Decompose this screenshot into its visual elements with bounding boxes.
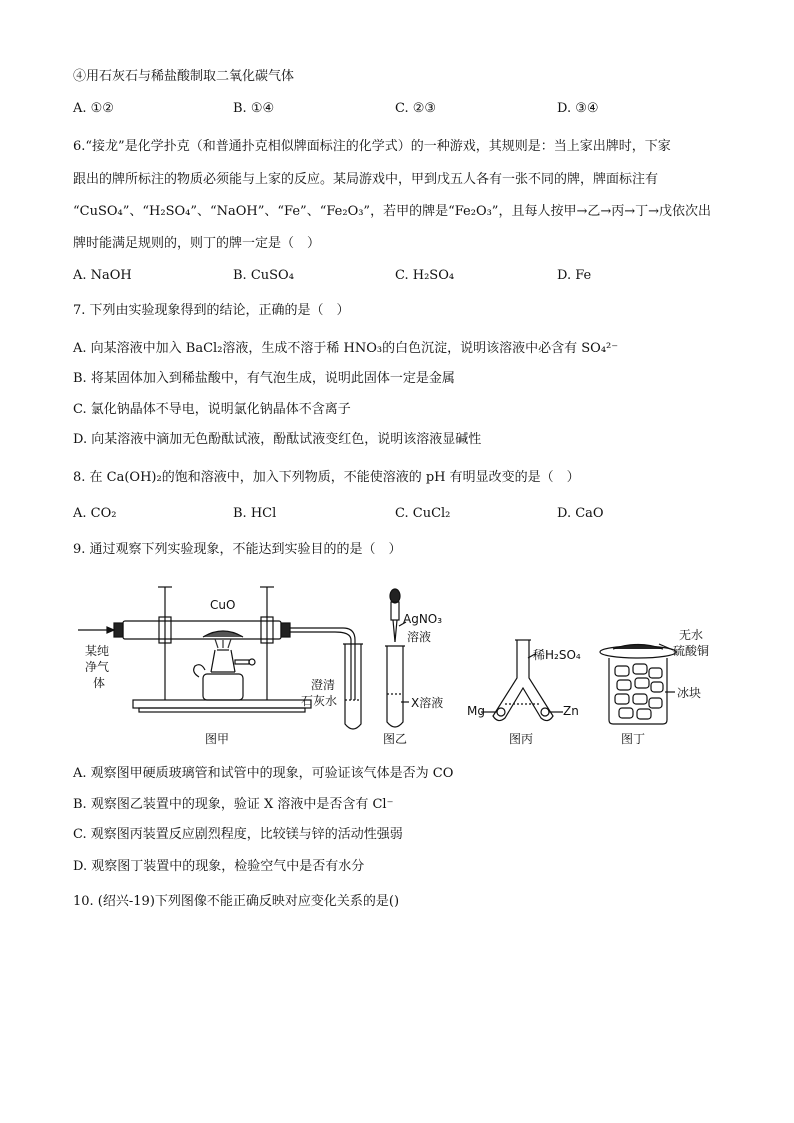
label-agno3-2: 溶液 xyxy=(407,630,432,644)
label-limewater-1: 澄清 xyxy=(311,678,336,692)
caption-fig-yi: 图乙 xyxy=(383,732,408,746)
caption-fig-bing: 图丙 xyxy=(509,732,534,746)
limewater-test-tube xyxy=(343,644,363,729)
label-gas-3: 体 xyxy=(93,676,106,690)
q7-option-d: D. 向某溶液中滴加无色酚酞试液，酚酞试液变红色，说明该溶液显碱性 xyxy=(73,432,482,447)
q5-option-d: D. ③④ xyxy=(557,101,599,116)
label-anhydrous-2: 硫酸铜 xyxy=(673,644,710,658)
label-x-solution: X溶液 xyxy=(411,696,444,710)
q9-option-d: D. 观察图丁装置中的现象，检验空气中是否有水分 xyxy=(73,859,365,874)
q6-line4: 牌时能满足规则的，则丁的牌一定是（ ） xyxy=(73,236,321,251)
label-gas-2: 净气 xyxy=(85,660,110,674)
q8-option-a: A. CO₂ xyxy=(73,506,117,521)
q8-option-b: B. HCl xyxy=(233,506,277,521)
apparatus-drawing xyxy=(73,582,733,752)
q6-option-c: C. H₂SO₄ xyxy=(395,268,455,283)
experiment-figure xyxy=(73,582,733,752)
label-ice: 冰块 xyxy=(677,686,702,700)
label-zn: Zn xyxy=(563,704,579,718)
q6-line3: “CuSO₄”、“H₂SO₄”、“NaOH”、“Fe”、“Fe₂O₃”，若甲的牌是“Fe₂O₃”，且每人按甲→乙→丙→丁→戊依次出 xyxy=(73,204,712,219)
q9-option-b: B. 观察图乙装置中的现象，验证 X 溶液中是否含有 Cl⁻ xyxy=(73,797,394,812)
label-anhydrous-1: 无水 xyxy=(679,628,704,642)
label-dilute-acid: 稀H₂SO₄ xyxy=(533,648,581,662)
fig-yi-apparatus xyxy=(385,589,409,727)
q5-option-c: C. ②③ xyxy=(395,101,437,116)
label-gas-1: 某纯 xyxy=(85,644,110,658)
q5-option-b: B. ①④ xyxy=(233,101,275,116)
q9-option-c: C. 观察图丙装置反应剧烈程度，比较镁与锌的活动性强弱 xyxy=(73,827,403,842)
q9-stem: 9. 通过观察下列实验现象，不能达到实验目的的是（ ） xyxy=(73,542,402,557)
q6-option-b: B. CuSO₄ xyxy=(233,268,294,283)
q7-option-c: C. 氯化钠晶体不导电，说明氯化钠晶体不含离子 xyxy=(73,402,351,417)
label-agno3-1: AgNO₃ xyxy=(403,612,443,626)
q7-option-a: A. 向某溶液中加入 BaCl₂溶液，生成不溶于稀 HNO₃的白色沉淀，说明该溶液中必含有 SO₄²⁻ xyxy=(73,341,619,356)
q7-stem: 7. 下列由实验现象得到的结论，正确的是（ ） xyxy=(73,303,350,318)
q5-option-a: A. ①② xyxy=(73,101,114,116)
q5-item4: ④用石灰石与稀盐酸制取二氧化碳气体 xyxy=(73,69,295,84)
fig-ding-apparatus xyxy=(600,644,676,724)
q6-line2: 跟出的牌所标注的物质必须能与上家的反应。某局游戏中，甲到戊五人各有一张不同的牌，牌面标注有 xyxy=(73,172,659,187)
q6-option-d: D. Fe xyxy=(557,268,592,283)
q9-option-a: A. 观察图甲硬质玻璃管和试管中的现象，可验证该气体是否为 CO xyxy=(73,766,454,781)
q8-stem: 8. 在 Ca(OH)₂的饱和溶液中，加入下列物质，不能使溶液的 pH 有明显改变的是（ ） xyxy=(73,470,580,485)
q10-stem: 10. (绍兴-19)下列图像不能正确反映对应变化关系的是() xyxy=(73,894,400,909)
label-mg: Mg xyxy=(467,704,485,718)
q7-option-b: B. 将某固体加入到稀盐酸中，有气泡生成，说明此固体一定是金属 xyxy=(73,371,455,386)
label-limewater-2: 石灰水 xyxy=(301,694,338,708)
label-cuo: CuO xyxy=(210,598,236,612)
caption-fig-jia: 图甲 xyxy=(205,732,230,746)
q6-line1: 6.“接龙”是化学扑克（和普通扑克相似牌面标注的化学式）的一种游戏，其规则是：当上家出牌时，下家 xyxy=(73,139,671,154)
q8-option-d: D. CaO xyxy=(557,506,604,521)
q8-option-c: C. CuCl₂ xyxy=(395,506,451,521)
caption-fig-ding: 图丁 xyxy=(621,732,646,746)
q6-option-a: A. NaOH xyxy=(73,268,132,283)
